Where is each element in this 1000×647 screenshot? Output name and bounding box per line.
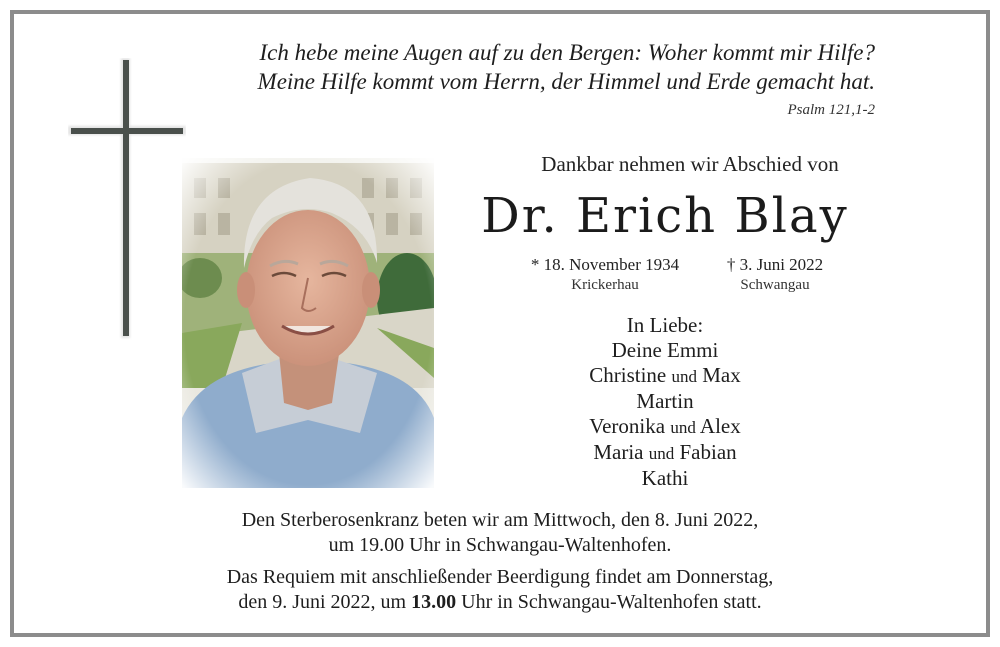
psalm-quote — [258, 38, 875, 119]
psalm-reference: Psalm 121,1-2 — [787, 102, 875, 118]
requiem-line-1: Das Requiem mit anschließender Beerdigung findet am Donnerstag, — [226, 566, 774, 588]
requiem-notice — [60, 565, 940, 615]
death-info — [710, 255, 840, 294]
birth-place: Krickerhau — [571, 277, 639, 293]
life-dates — [510, 255, 840, 305]
death-place: Schwangau — [740, 277, 810, 293]
family-member: Maria — [593, 440, 644, 464]
requiem-time: 13.00 — [411, 591, 457, 613]
family-conjunction: und — [670, 418, 696, 437]
birth-symbol: * — [530, 255, 540, 274]
family-member: Fabian — [679, 440, 737, 464]
family-heading: In Liebe: — [626, 313, 704, 337]
family-member: Martin — [636, 389, 694, 413]
family-couple — [540, 414, 790, 440]
deceased-name: Dr. Erich Blay — [481, 188, 849, 244]
farewell-intro: Dankbar nehmen wir Abschied von — [541, 152, 839, 176]
portrait-photo — [182, 158, 434, 488]
rosary-notice — [60, 508, 940, 558]
death-date: 3. Juni 2022 — [739, 255, 824, 274]
family-conjunction: und — [671, 367, 697, 386]
family-member: Max — [702, 363, 741, 387]
requiem-line-2 — [60, 590, 940, 615]
requiem-location-text: Uhr in Schwangau-Waltenhofen statt. — [461, 591, 762, 613]
family-member: Christine — [589, 363, 667, 387]
psalm-line-2: Meine Hilfe kommt vom Herrn, der Himmel und Erde gemacht hat. — [257, 69, 875, 94]
family-member: Veronika — [589, 414, 666, 438]
family-member: Alex — [699, 414, 741, 438]
family-conjunction: und — [648, 444, 675, 463]
family-couple — [540, 363, 790, 389]
requiem-date-text: den 9. Juni 2022, um — [238, 591, 407, 613]
cross-icon — [68, 58, 186, 340]
rosary-line-2: um 19.00 Uhr in Schwangau-Waltenhofen. — [328, 534, 672, 556]
family-list — [540, 313, 790, 491]
rosary-line-1: Den Sterberosenkranz beten wir am Mittwoch, den 8. Juni 2022, — [241, 509, 759, 531]
birth-date: 18. November 1934 — [543, 255, 680, 274]
family-member: Kathi — [641, 466, 689, 490]
birth-info — [510, 255, 700, 294]
family-member: Deine Emmi — [611, 338, 719, 362]
psalm-line-1: Ich hebe meine Augen auf zu den Bergen: Woher kommt mir Hilfe? — [259, 40, 875, 65]
family-couple — [540, 440, 790, 466]
death-symbol: † — [726, 255, 736, 274]
